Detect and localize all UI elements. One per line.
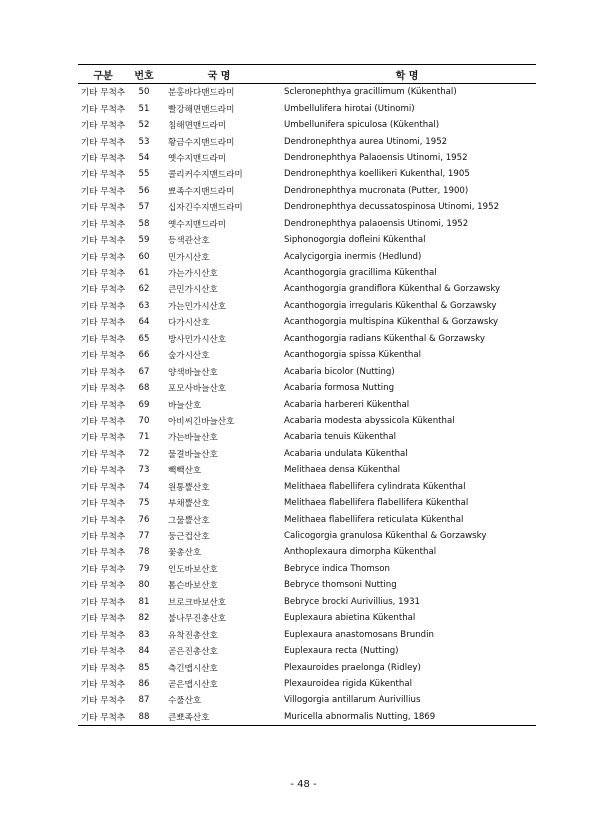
cell-korean-name: 꽃총산호 xyxy=(168,548,202,559)
table-row xyxy=(78,511,536,527)
table-row xyxy=(78,626,536,642)
cell-category: 기타 무척추 xyxy=(80,269,126,280)
page-number: - 48 - xyxy=(290,779,317,790)
cell-scientific-name: Euplexaura anastomosans Brundin xyxy=(284,629,434,640)
cell-category: 기타 무척추 xyxy=(80,252,126,263)
cell-number: 76 xyxy=(138,514,150,525)
cell-scientific-name: Acabaria undulata Kükenthal xyxy=(284,448,408,459)
cell-number: 60 xyxy=(138,251,150,262)
cell-korean-name: 가는민가시산호 xyxy=(168,301,227,312)
cell-scientific-name: Bebryce indica Thomson xyxy=(284,563,390,574)
table-body xyxy=(78,84,536,726)
cell-category: 기타 무척추 xyxy=(80,416,126,427)
table-row xyxy=(78,396,536,412)
cell-scientific-name: Calicogorgia granulosa Kükenthal & Gorzawsky xyxy=(284,531,487,542)
cell-korean-name: 불나무진총산호 xyxy=(168,614,227,625)
table-row xyxy=(78,610,536,626)
header-korean-name: 국 명 xyxy=(160,65,278,84)
cell-category: 기타 무척추 xyxy=(80,351,126,362)
cell-number: 86 xyxy=(138,678,150,689)
cell-number: 59 xyxy=(138,235,150,246)
cell-korean-name: 옛수지맨드라미 xyxy=(168,219,227,230)
table-row xyxy=(78,100,536,116)
table-row xyxy=(78,577,536,593)
cell-number: 67 xyxy=(138,366,150,377)
cell-korean-name: 황금수지맨드라미 xyxy=(168,137,235,148)
table-row xyxy=(78,232,536,248)
cell-number: 71 xyxy=(138,432,150,443)
cell-number: 53 xyxy=(138,136,150,147)
cell-category: 기타 무척추 xyxy=(80,581,126,592)
cell-category: 기타 무척추 xyxy=(80,88,126,99)
cell-korean-name: 아비씨긴바늘산호 xyxy=(168,416,235,427)
cell-korean-name: 곧은진총산호 xyxy=(168,647,218,658)
table-row xyxy=(78,561,536,577)
cell-scientific-name: Acalycigorgia inermis (Hedlund) xyxy=(284,251,422,262)
cell-scientific-name: Dendronephthya Palaoensis Utinomi, 1952 xyxy=(284,152,468,163)
cell-scientific-name: Acabaria harbereri Kükenthal xyxy=(284,399,410,410)
cell-number: 55 xyxy=(138,169,150,180)
table-row xyxy=(78,117,536,133)
cell-number: 63 xyxy=(138,300,150,311)
cell-category: 기타 무척추 xyxy=(80,104,126,115)
cell-category: 기타 무척추 xyxy=(80,466,126,477)
cell-korean-name: 양색바늘산호 xyxy=(168,367,218,378)
cell-number: 80 xyxy=(138,580,150,591)
cell-number: 54 xyxy=(138,152,150,163)
cell-number: 79 xyxy=(138,563,150,574)
cell-number: 73 xyxy=(138,465,150,476)
cell-scientific-name: Acabaria formosa Nutting xyxy=(284,383,395,394)
cell-scientific-name: Acabaria tenuis Kükenthal xyxy=(284,432,397,443)
cell-number: 68 xyxy=(138,383,150,394)
table-row xyxy=(78,380,536,396)
cell-number: 72 xyxy=(138,448,150,459)
cell-scientific-name: Acabaria modesta abyssicola Kükenthal xyxy=(284,415,455,426)
cell-category: 기타 무척추 xyxy=(80,433,126,444)
table-row xyxy=(78,594,536,610)
table-row xyxy=(78,331,536,347)
cell-number: 75 xyxy=(138,498,150,509)
cell-number: 66 xyxy=(138,350,150,361)
table-row xyxy=(78,298,536,314)
cell-category: 기타 무척추 xyxy=(80,548,126,559)
table-row xyxy=(78,84,536,101)
cell-number: 74 xyxy=(138,481,150,492)
cell-scientific-name: Umbellunifera spiculosa (Kükenthal) xyxy=(284,120,440,131)
cell-number: 82 xyxy=(138,613,150,624)
cell-category: 기타 무척추 xyxy=(80,482,126,493)
cell-number: 81 xyxy=(138,596,150,607)
table-row xyxy=(78,692,536,708)
table-row xyxy=(78,363,536,379)
table-row xyxy=(78,495,536,511)
table-row xyxy=(78,133,536,149)
table-row xyxy=(78,479,536,495)
cell-korean-name: 측긴맵시산호 xyxy=(168,663,218,674)
cell-korean-name: 곧은맵시산호 xyxy=(168,679,218,690)
table-row xyxy=(78,709,536,726)
cell-category: 기타 무척추 xyxy=(80,597,126,608)
cell-number: 57 xyxy=(138,202,150,213)
cell-number: 87 xyxy=(138,695,150,706)
cell-scientific-name: Bebryce brocki Aurivillius, 1931 xyxy=(284,596,421,607)
header-category: 구분 xyxy=(78,65,128,84)
cell-scientific-name: Acanthogorgia irregularis Kükenthal & Gorzawsky xyxy=(284,300,497,311)
cell-scientific-name: Acabaria bicolor (Nutting) xyxy=(284,366,395,377)
table-header-row xyxy=(78,65,536,84)
cell-scientific-name: Acanthogorgia radians Kükenthal & Gorzawsky xyxy=(284,333,485,344)
cell-category: 기타 무척추 xyxy=(80,153,126,164)
cell-scientific-name: Villogorgia antillarum Aurivillius xyxy=(284,695,421,706)
cell-number: 84 xyxy=(138,646,150,657)
table-row xyxy=(78,314,536,330)
cell-number: 77 xyxy=(138,531,150,542)
cell-scientific-name: Dendronephthya decussatospinosa Utinomi, 1952 xyxy=(284,202,500,213)
species-table xyxy=(78,64,536,726)
cell-category: 기타 무척추 xyxy=(80,532,126,543)
cell-scientific-name: Acanthogorgia spissa Kükenthal xyxy=(284,350,421,361)
cell-scientific-name: Plexauroides praelonga (Ridley) xyxy=(284,662,421,673)
cell-category: 기타 무척추 xyxy=(80,630,126,641)
table-row xyxy=(78,446,536,462)
cell-scientific-name: Dendronephthya koellikeri Kukenthal, 1905 xyxy=(284,169,470,180)
cell-category: 기타 무척추 xyxy=(80,170,126,181)
cell-scientific-name: Siphonogorgia dofleini Kükenthal xyxy=(284,235,426,246)
table-row xyxy=(78,544,536,560)
cell-category: 기타 무척추 xyxy=(80,203,126,214)
cell-scientific-name: Dendronephthya palaoensis Utinomi, 1952 xyxy=(284,218,469,229)
cell-korean-name: 민가시산호 xyxy=(168,252,210,263)
cell-number: 78 xyxy=(138,547,150,558)
cell-category: 기타 무척추 xyxy=(80,301,126,312)
cell-category: 기타 무척추 xyxy=(80,614,126,625)
cell-category: 기타 무척추 xyxy=(80,663,126,674)
cell-number: 56 xyxy=(138,185,150,196)
cell-number: 70 xyxy=(138,415,150,426)
cell-korean-name: 다가시산호 xyxy=(168,318,210,329)
cell-number: 62 xyxy=(138,284,150,295)
cell-korean-name: 유착진총산호 xyxy=(168,630,218,641)
cell-category: 기타 무척추 xyxy=(80,696,126,707)
cell-korean-name: 콜리커수지맨드라미 xyxy=(168,170,243,181)
cell-category: 기타 무척추 xyxy=(80,400,126,411)
cell-scientific-name: Euplexaura abietina Kükenthal xyxy=(284,613,416,624)
cell-category: 기타 무척추 xyxy=(80,515,126,526)
cell-scientific-name: Melithaea flabellifera reticulata Kükenthal xyxy=(284,514,464,525)
cell-category: 기타 무척추 xyxy=(80,121,126,132)
cell-korean-name: 숲가시산호 xyxy=(168,351,210,362)
table-row xyxy=(78,676,536,692)
table-row xyxy=(78,281,536,297)
cell-category: 기타 무척추 xyxy=(80,318,126,329)
cell-category: 기타 무척추 xyxy=(80,186,126,197)
cell-scientific-name: Euplexaura recta (Nutting) xyxy=(284,646,399,657)
header-number: 번호 xyxy=(128,65,160,84)
cell-korean-name: 방사민가시산호 xyxy=(168,334,227,345)
cell-scientific-name: Plexauroidea rigida Kükenthal xyxy=(284,678,412,689)
cell-number: 51 xyxy=(138,103,150,114)
table-row xyxy=(78,643,536,659)
cell-category: 기타 무척추 xyxy=(80,647,126,658)
cell-korean-name: 등색관산호 xyxy=(168,236,210,247)
cell-korean-name: 옛수지맨드라미 xyxy=(168,153,227,164)
cell-korean-name: 큰민가시산호 xyxy=(168,285,218,296)
header-scientific-name: 학 명 xyxy=(278,65,536,84)
cell-scientific-name: Umbellulifera hirotai (Utinomi) xyxy=(284,103,415,114)
cell-category: 기타 무척추 xyxy=(80,137,126,148)
cell-korean-name: 가는가시산호 xyxy=(168,269,218,280)
cell-number: 65 xyxy=(138,333,150,344)
cell-category: 기타 무척추 xyxy=(80,449,126,460)
table-row xyxy=(78,183,536,199)
cell-scientific-name: Acanthogorgia gracillima Kükenthal xyxy=(284,268,437,279)
cell-number: 58 xyxy=(138,218,150,229)
table-row xyxy=(78,429,536,445)
cell-korean-name: 그물뿔산호 xyxy=(168,515,210,526)
cell-category: 기타 무척추 xyxy=(80,367,126,378)
cell-korean-name: 바늘산호 xyxy=(168,400,202,411)
cell-category: 기타 무척추 xyxy=(78,709,128,726)
cell-korean-name: 톰슨바보산호 xyxy=(168,581,218,592)
cell-category: 기타 무척추 xyxy=(80,285,126,296)
table-row xyxy=(78,199,536,215)
cell-korean-name: 부채뿔산호 xyxy=(168,499,210,510)
cell-number: 61 xyxy=(138,268,150,279)
table-row xyxy=(78,265,536,281)
cell-korean-name: 가는바늘산호 xyxy=(168,433,218,444)
cell-scientific-name: Melithaea densa Kükenthal xyxy=(284,465,401,476)
cell-scientific-name: Dendronephthya mucronata (Putter, 1900) xyxy=(284,185,469,196)
cell-category: 기타 무척추 xyxy=(80,219,126,230)
cell-number: 69 xyxy=(138,399,150,410)
cell-korean-name: 십자긴수지맨드라미 xyxy=(168,203,243,214)
cell-korean-name: 인도바보산호 xyxy=(168,564,218,575)
table-row xyxy=(78,150,536,166)
cell-korean-name: 분홍바다맨드라미 xyxy=(168,88,235,99)
cell-scientific-name: Melithaea flabellifera flabellifera Kükenthal xyxy=(284,498,469,509)
cell-number: 52 xyxy=(138,120,150,131)
cell-korean-name: 침해면맨드라미 xyxy=(168,121,227,132)
cell-korean-name: 빽빽산호 xyxy=(168,466,202,477)
cell-scientific-name: Acanthogorgia grandiflora Kükenthal & Gorzawsky xyxy=(284,284,501,295)
cell-category: 기타 무척추 xyxy=(80,564,126,575)
cell-category: 기타 무척추 xyxy=(80,334,126,345)
cell-number: 50 xyxy=(138,87,150,98)
cell-korean-name: 브로크바보산호 xyxy=(168,597,227,608)
cell-number: 83 xyxy=(138,629,150,640)
cell-korean-name: 원통뿔산호 xyxy=(168,482,210,493)
cell-scientific-name: Anthoplexaura dimorpha Kükenthal xyxy=(284,547,437,558)
cell-korean-name: 물결바늘산호 xyxy=(168,449,218,460)
table-row xyxy=(78,528,536,544)
cell-category: 기타 무척추 xyxy=(80,499,126,510)
cell-korean-name: 둥근컵산호 xyxy=(168,532,210,543)
table-row xyxy=(78,166,536,182)
cell-scientific-name: Muricella abnormalis Nutting, 1869 xyxy=(278,709,536,726)
cell-korean-name: 빨강해면맨드라미 xyxy=(168,104,235,115)
cell-category: 기타 무척추 xyxy=(80,384,126,395)
cell-number: 85 xyxy=(138,662,150,673)
cell-scientific-name: Dendronephthya aurea Utinomi, 1952 xyxy=(284,136,448,147)
cell-korean-name: 수풀산호 xyxy=(168,696,202,707)
cell-korean-name: 큰뾰족산호 xyxy=(160,709,278,726)
table-row xyxy=(78,216,536,232)
cell-scientific-name: Acanthogorgia multispina Kükenthal & Gorzawsky xyxy=(284,317,499,328)
cell-korean-name: 포모사바늘산호 xyxy=(168,384,227,395)
cell-category: 기타 무척추 xyxy=(80,236,126,247)
table-row xyxy=(78,659,536,675)
cell-korean-name: 뾰족수지맨드라미 xyxy=(168,186,235,197)
cell-scientific-name: Scleronephthya gracillimum (Kükenthal) xyxy=(284,87,457,98)
cell-scientific-name: Bebryce thomsoni Nutting xyxy=(284,580,397,591)
table-row xyxy=(78,347,536,363)
cell-number: 64 xyxy=(138,317,150,328)
table-row xyxy=(78,413,536,429)
cell-scientific-name: Melithaea flabellifera cylindrata Kükenthal xyxy=(284,481,466,492)
cell-number: 88 xyxy=(128,709,160,726)
table-row xyxy=(78,248,536,264)
cell-category: 기타 무척추 xyxy=(80,679,126,690)
table-row xyxy=(78,462,536,478)
